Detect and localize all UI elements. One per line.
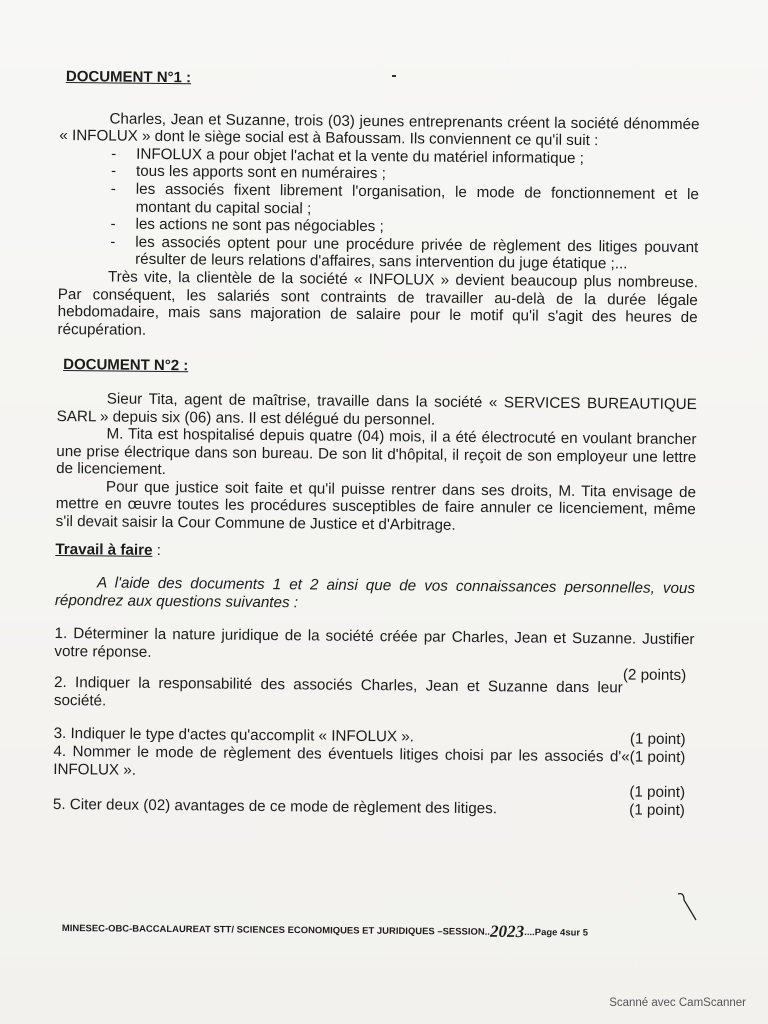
work-title-colon: : bbox=[152, 541, 162, 559]
question-points: (1 point) bbox=[629, 783, 686, 802]
doc1-point: - INFOLUX a pour objet l'achat et la vente du matériel informatique ; bbox=[111, 145, 699, 168]
exam-footer bbox=[62, 918, 682, 943]
question-points: (2 points) bbox=[622, 666, 687, 684]
question-text: 3. Indiquer le type d'actes qu'accomplit « INFOLUX ». bbox=[53, 725, 415, 746]
doc2-paragraph: Sieur Tita, agent de maîtrise, travaille dans la société « SERVICES BUREAUTIQUE SARL » depuis six (06) ans. Il est délégué du personnel. bbox=[56, 390, 697, 429]
doc1-title: DOCUMENT N°1 : bbox=[65, 68, 192, 87]
question-text: 1. Déterminer la nature juridique de la société créée par Charles, Jean et Suzanne. Justifier votre réponse. bbox=[54, 625, 695, 661]
doc1-point: - les associés optent pour une procédure privée de règlement des litiges pouvant résulter de leurs relations d'affaires, sans intervention du juge étatique ;... bbox=[110, 233, 698, 274]
doc1-intro: Charles, Jean et Suzanne, trois (03) jeunes entreprenants créent la société dénommée « INFOLUX » dont le siège social est à Bafoussam. Ils conviennent ce qu'il suit : bbox=[59, 110, 700, 150]
question-text: 5. Citer deux (02) avantages de ce mode de règlement des litiges. bbox=[52, 795, 498, 818]
question-points: (1 point) bbox=[629, 730, 686, 749]
footer-year: 2023 bbox=[489, 921, 525, 942]
question-points: (1 point) bbox=[629, 801, 685, 819]
question-text: 2. Indiquer la responsabilité des associés Charles, Jean et Suzanne dans leur société. bbox=[53, 674, 623, 710]
pen-tick-mark bbox=[676, 890, 700, 924]
doc1-conclusion: Très vite, la clientèle de la société « INFOLUX » devient beaucoup plus nombreuse. Par conséquent, les salariés sont contraints de travailler au-delà de la durée légale hebdomadaire, mais sans majoration de salaire pour le motif qu'il s'agit des heures de récupération. bbox=[57, 268, 699, 339]
footer-text: MINESEC-OBC-BACCALAUREAT STT/ SCIENCES ECONOMIQUES ET JURIDIQUES –SESSION.. bbox=[61, 921, 491, 937]
question-points: (1 point) bbox=[629, 748, 686, 767]
doc1-point: - les actions ne sont pas négociables ; bbox=[110, 216, 698, 239]
work-title: Travail à faire bbox=[55, 540, 153, 559]
doc1-point: - tous les apports sont en numéraires ; bbox=[111, 163, 699, 186]
doc2-paragraph: M. Tita est hospitalisé depuis quatre (04) mois, il a été électrocuté en voulant brancher une prise électrique dans son bureau. De son lit d'hôpital, il reçoit de son employeur une lettre de licenciement. bbox=[56, 425, 697, 479]
scanner-watermark: Scanné avec CamScanner bbox=[609, 997, 746, 1009]
page-content bbox=[53, 68, 700, 819]
question-text: 4. Nommer le mode de règlement des éventuels litiges choisi par les associés d'« INFOLUX ». bbox=[53, 742, 630, 779]
work-intro: A l'aide des documents 1 et 2 ainsi que de vos connaissances personnelles, vous répondrez aux questions suivantes : bbox=[54, 574, 696, 612]
doc1-point: - les associés fixent librement l'organisation, le mode de fonctionnement et le montant du capital social ; bbox=[111, 180, 699, 221]
doc1-points-list bbox=[58, 145, 699, 274]
doc2-paragraph: Pour que justice soit faite et qu'il puisse rentrer dans ses droits, M. Tita envisage de mettre en œuvre toutes les procédures susceptibles de faire annuler ce licenciement, même s'il devait saisir la Cour Commune de Justice et d'Arbitrage. bbox=[55, 478, 697, 534]
doc2-title: DOCUMENT N°2 : bbox=[63, 356, 189, 375]
footer-page: ....Page 4sur 5 bbox=[524, 926, 589, 938]
